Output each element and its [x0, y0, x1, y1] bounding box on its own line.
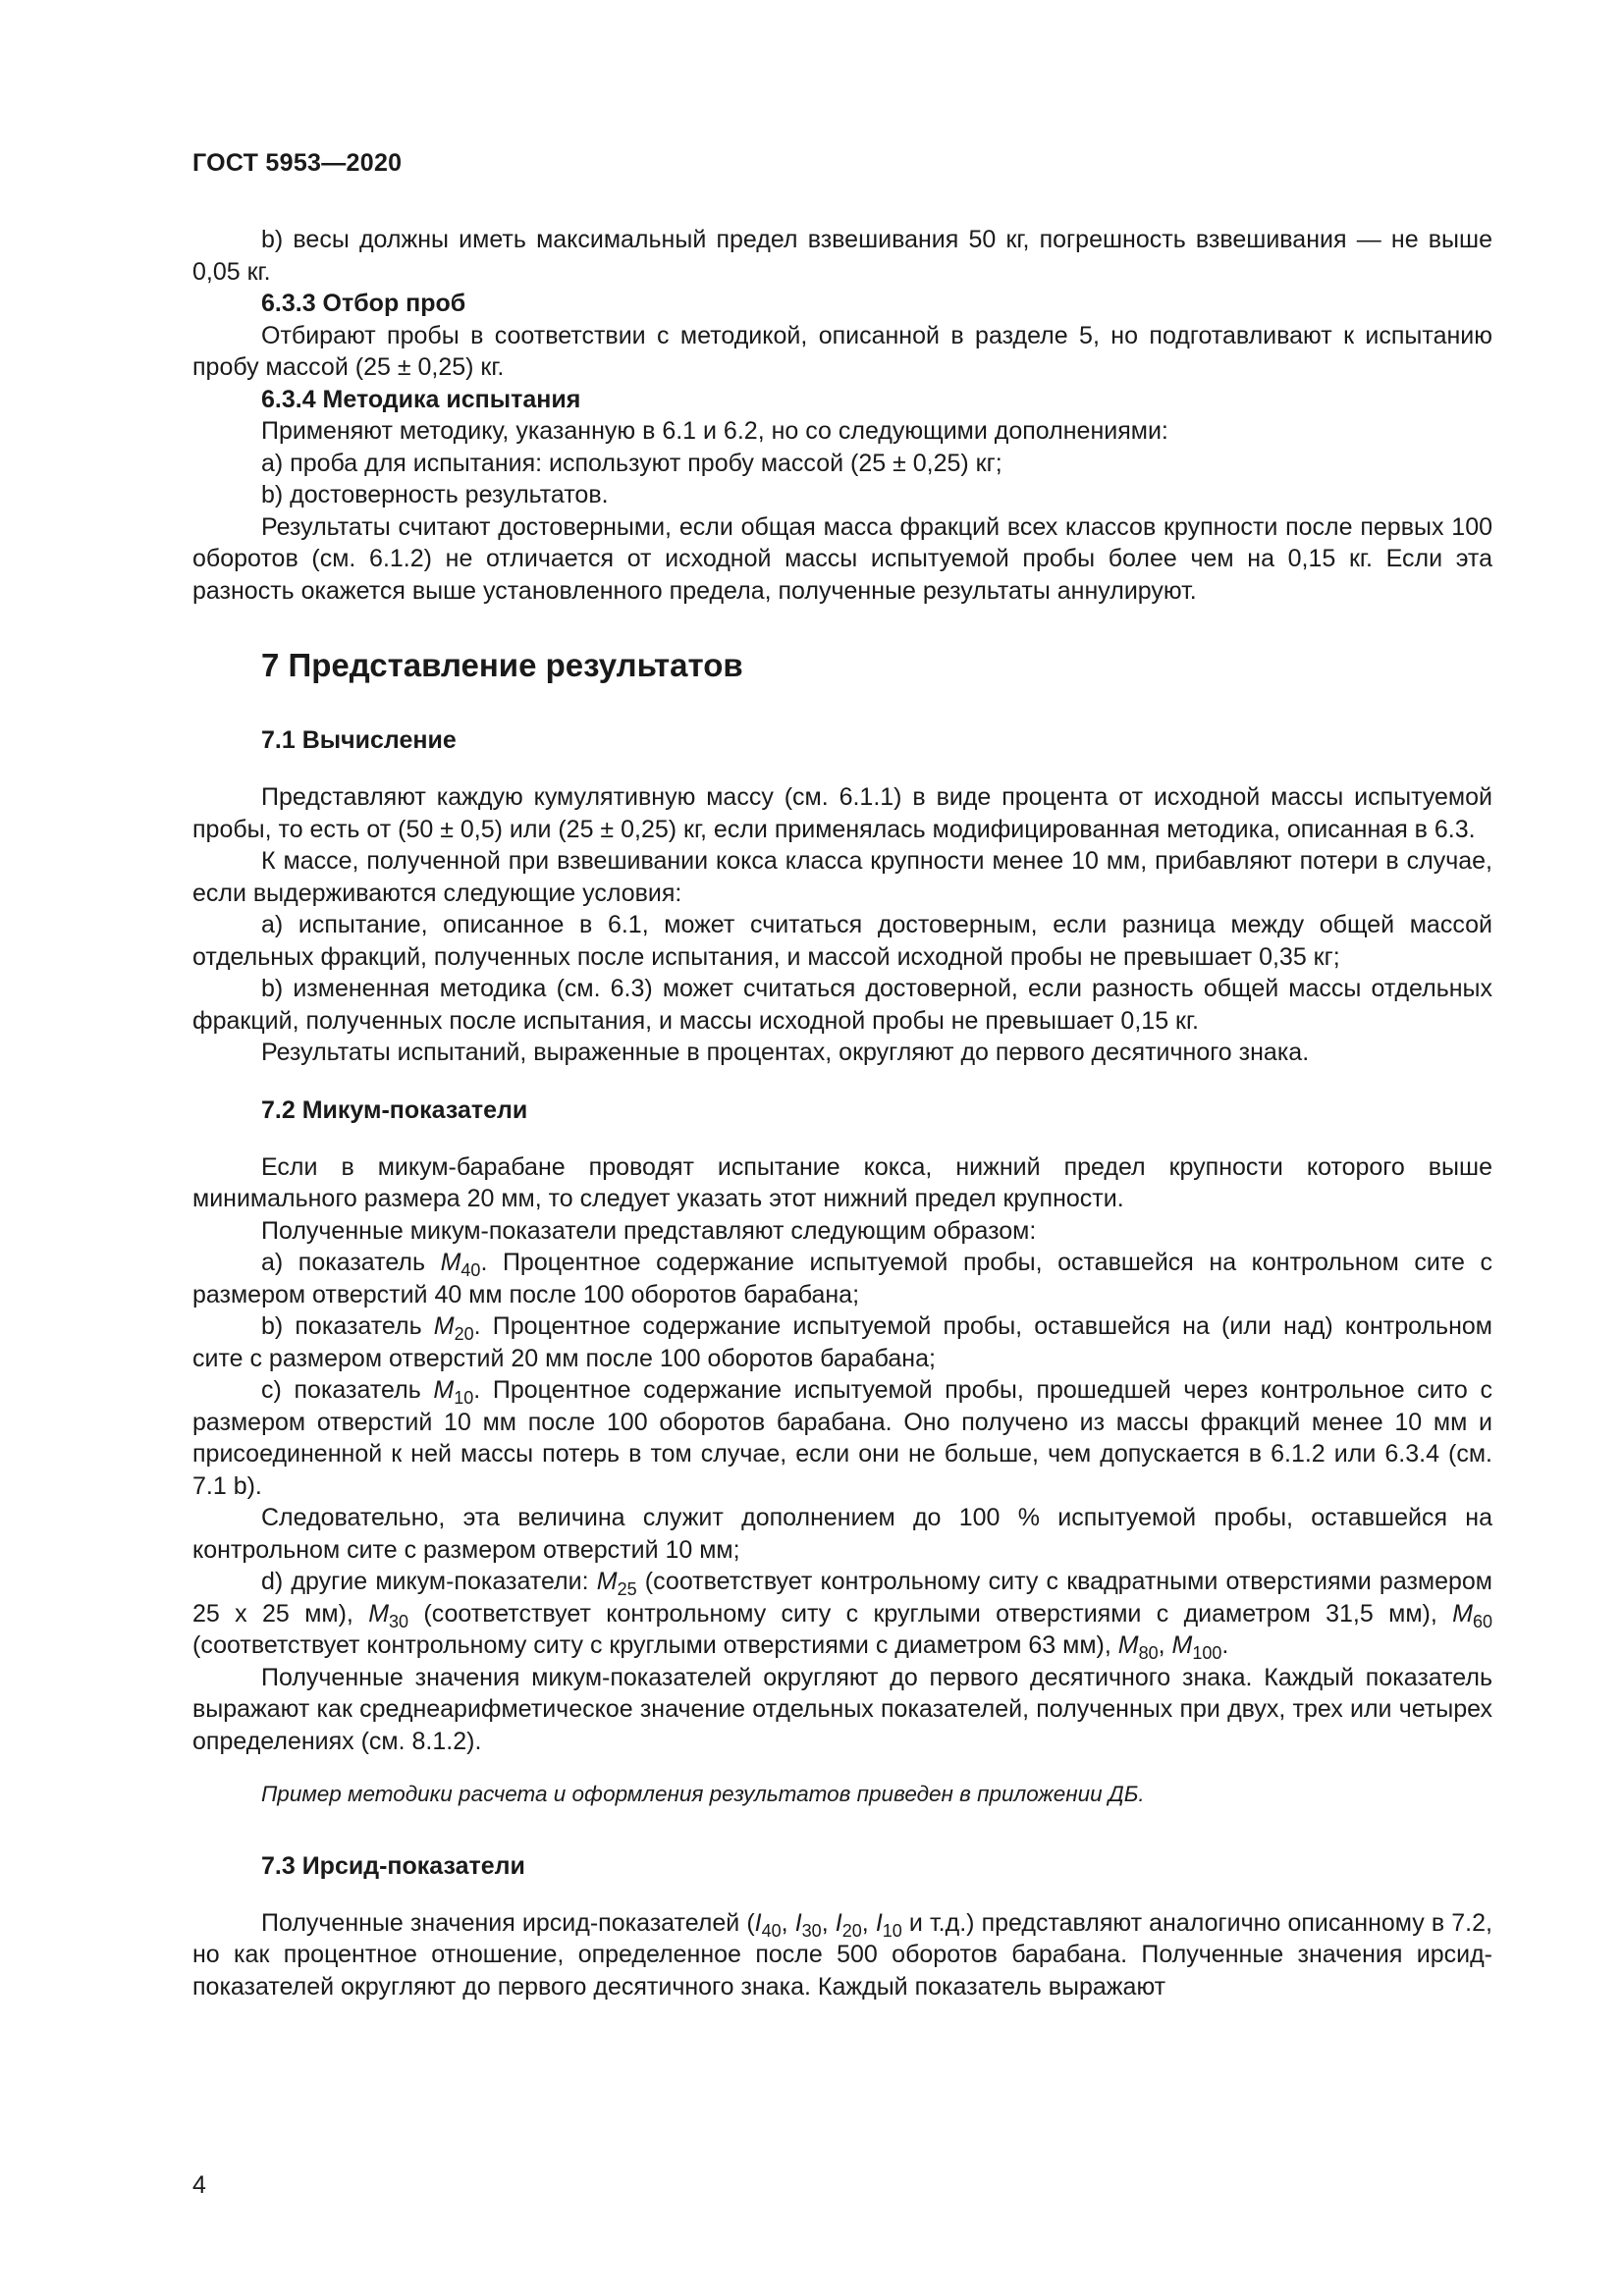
page-number: 4	[192, 2171, 206, 2199]
paragraph-72-then: Следовательно, эта величина служит дополнением до 100 % испытуемой пробы, оставшейся на контрольном сите с размером отверстий 10 мм;	[192, 1504, 1492, 1564]
paragraph-634-4: Результаты считают достоверными, если общая масса фракций всех классов крупности после первых 100 оборотов (см. 6.1.2) не отличается от исходной массы испытуемой пробы более чем на 0,15 кг. Если эта разность окажется выше установленного предела, полученные результаты аннулируют.	[192, 512, 1492, 605]
subsection-title-633: 6.3.3 Отбор проб	[261, 290, 466, 317]
paragraph-633: Отбирают пробы в соответствии с методикой, описанной в разделе 5, но подготавливают к испытанию пробу массой (25 ± 0,25) кг.	[192, 321, 1492, 381]
section-title-72: 7.2 Микум-показатели	[261, 1095, 528, 1124]
paragraph-71-2: К массе, полученной при взвешивании кокса класса крупности менее 10 мм, прибавляют потери в случае, если выдерживаются следующие условия:	[192, 847, 1492, 907]
paragraph-72-2: Полученные микум-показатели представляют следующим образом:	[261, 1216, 1037, 1245]
paragraph-634-3: b) достоверность результатов.	[261, 481, 609, 508]
paragraph-72-1: Если в микум-барабане проводят испытание кокса, нижний предел крупности которого выше минимального размера 20 мм, то следует указать этот нижний предел крупности.	[192, 1152, 1492, 1212]
paragraph-633-b: b) весы должны иметь максимальный предел взвешивания 50 кг, погрешность взвешивания — не выше 0,05 кг.	[192, 226, 1492, 286]
paragraph-73-1: Полученные значения ирсид-показателей ($I_{40}$, $I_{30}$, $I_{20}$, $I_{10}$ и т.д.) представляют аналогично описанному в 7.2, но как процентное отношение, определенное после 500 оборотов барабана. Полученные значения ирсид-показателей округляют до первого десятичного знака. Каждый показатель выражают	[192, 1908, 1492, 2001]
section-title-73: 7.3 Ирсид-показатели	[261, 1851, 525, 1880]
paragraph-71-5: Результаты испытаний, выраженные в процентах, округляют до первого десятичного знака.	[261, 1039, 1310, 1066]
paragraph-72-c: с) показатель $M_{10}$. Процентное содержание испытуемой пробы, прошедшей через контрольное сито с размером отверстий 10 мм после 100 оборотов барабана. Оно получено из массы фракций менее 10 мм и присоединенной к ней массы потерь в том случае, если они не больше, чем допускается в 6.1.2 или 6.3.4 (см. 7.1 b).	[192, 1376, 1492, 1500]
paragraph-634-1: Применяют методику, указанную в 6.1 и 6.2, но со следующими дополнениями:	[261, 417, 1168, 445]
section-title-71: 7.1 Вычисление	[261, 726, 457, 754]
paragraph-72-a: а) показатель $M_{40}$. Процентное содержание испытуемой пробы, оставшейся на контрольном сите с размером отверстий 40 мм после 100 оборотов барабана;	[192, 1249, 1492, 1308]
paragraph-71-3: а) испытание, описанное в 6.1, может считаться достоверным, если разница между общей массой отдельных фракций, полученных после испытания, и массой исходной пробы не превышает 0,35 кг;	[192, 911, 1492, 971]
paragraph-634-2: а) проба для испытания: используют пробу массой (25 ± 0,25) кг;	[261, 449, 1002, 477]
paragraph-72-b: b) показатель $M_{20}$. Процентное содержание испытуемой пробы, оставшейся на (или над) контрольном сите с размером отверстий 20 мм после 100 оборотов барабана;	[192, 1312, 1492, 1372]
document-code-header: ГОСТ 5953—2020	[192, 149, 403, 177]
section-title-7: 7 Представление результатов	[261, 647, 743, 683]
document-body	[192, 224, 1492, 2002]
paragraph-72-last: Полученные значения микум-показателей округляют до первого десятичного знака. Каждый показатель выражают как среднеарифметическое значение отдельных показателей, полученных при двух, трех или четырех определениях (см. 8.1.2).	[192, 1663, 1492, 1755]
example-note: Пример методики расчета и оформления результатов приведен в приложении ДБ.	[261, 1782, 1145, 1806]
paragraph-71-1: Представляют каждую кумулятивную массу (см. 6.1.1) в виде процента от исходной массы испытуемой пробы, то есть от (50 ± 0,5) или (25 ± 0,25) кг, если применялась модифицированная методика, описанная в 6.3.	[192, 783, 1492, 843]
subsection-title-634: 6.3.4 Методика испытания	[261, 385, 581, 413]
paragraph-72-d: d) другие микум-показатели: $M_{25}$ (соответствует контрольному ситу с квадратными отверстиями размером 25 х 25 мм), $M_{30}$ (соответствует контрольному ситу с круглыми отверстиями с диаметром 31,5 мм), $M_{60}$ (соответствует контрольному ситу с круглыми отверстиями с диаметром 63 мм), $M_{80}$, $M_{100}$.	[192, 1568, 1492, 1663]
paragraph-71-4: b) измененная методика (см. 6.3) может считаться достоверной, если разность общей массы отдельных фракций, полученных после испытания, и массы исходной пробы не превышает 0,15 кг.	[192, 975, 1492, 1035]
